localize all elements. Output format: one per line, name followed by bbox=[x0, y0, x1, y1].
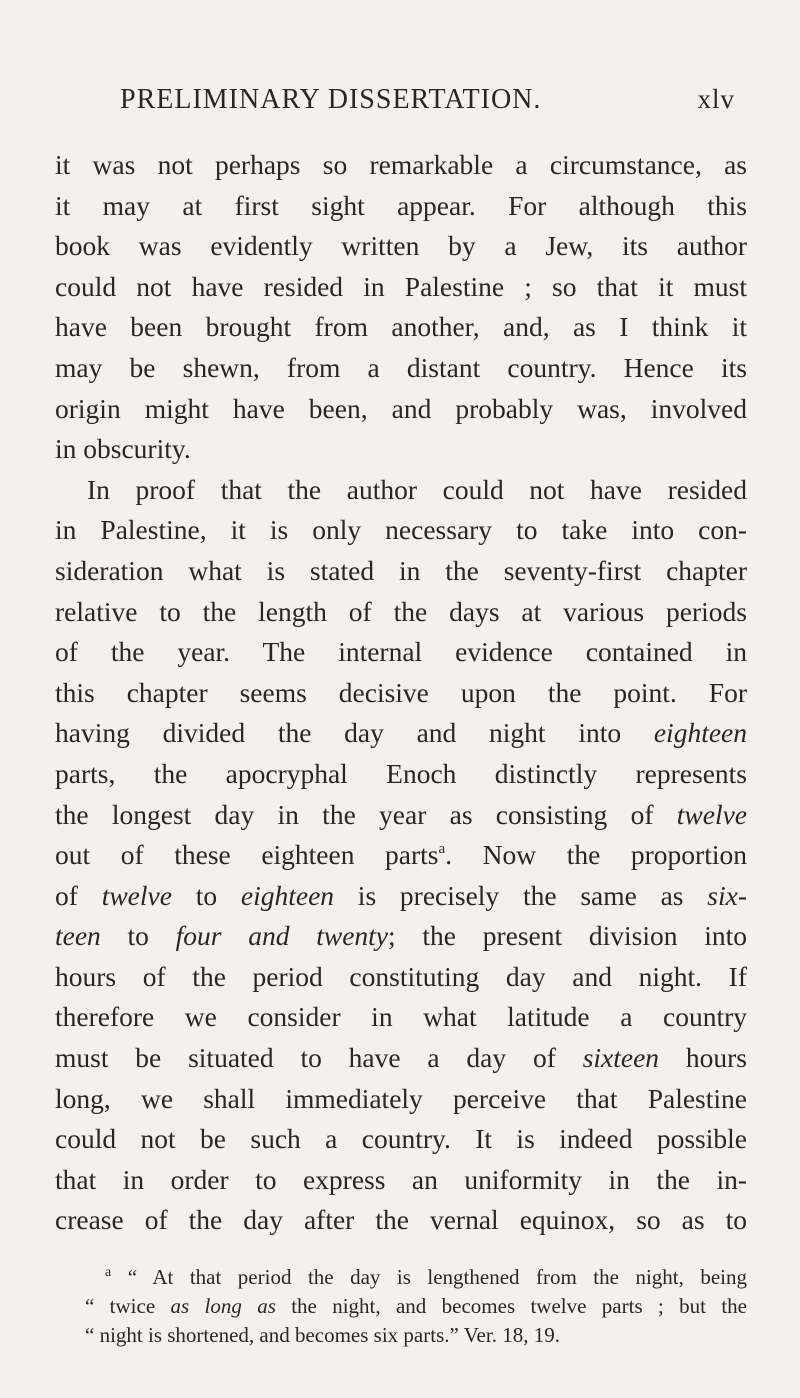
text-line: origin might have been, and probably was, involved bbox=[55, 392, 747, 424]
text-line: hours of the period constituting day and night. If bbox=[55, 960, 747, 992]
text-line bbox=[55, 916, 747, 957]
running-title: PRELIMINARY DISSERTATION. bbox=[120, 84, 542, 115]
italic-text: six- bbox=[707, 879, 747, 911]
text-line: it was not perhaps so remarkable a circumstance, as bbox=[55, 149, 747, 180]
text-run: “ twice bbox=[85, 1294, 171, 1318]
italic-text: four and twenty bbox=[175, 920, 389, 952]
text-line: could not be such a country. It is indeed possible bbox=[55, 1123, 747, 1155]
text-run: having divided the day and night into bbox=[55, 717, 654, 749]
italic-text: twelve bbox=[101, 879, 172, 911]
text-line bbox=[55, 835, 747, 876]
footnote bbox=[85, 1263, 747, 1350]
text-run: ; the present division into bbox=[388, 920, 747, 952]
text-line: long, we shall immediately perceive that Palestine bbox=[55, 1082, 747, 1114]
text-line: in obscurity. bbox=[55, 433, 191, 465]
text-run: out of these eighteen parts bbox=[55, 839, 439, 871]
italic-text: eighteen bbox=[653, 717, 747, 749]
running-head bbox=[0, 84, 800, 124]
italic-text: as long as bbox=[170, 1294, 276, 1318]
italic-text: sixteen bbox=[582, 1042, 660, 1074]
text-line bbox=[55, 713, 747, 754]
footnote-line bbox=[85, 1263, 747, 1292]
text-line: relative to the length of the days at various periods bbox=[55, 595, 747, 627]
text-line: book was evidently written by a Jew, its author bbox=[55, 230, 747, 262]
text-line: parts, the apocryphal Enoch distinctly represents bbox=[55, 757, 747, 789]
text-line: this chapter seems decisive upon the point. For bbox=[55, 676, 747, 708]
footnote-line: “ night is shortened, and becomes six parts.” Ver. 18, 19. bbox=[85, 1323, 560, 1347]
text-line: could not have resided in Palestine ; so that it must bbox=[55, 270, 747, 302]
italic-text: twelve bbox=[676, 798, 747, 830]
text-line bbox=[55, 1038, 747, 1079]
italic-text: eighteen bbox=[240, 879, 335, 911]
text-run: “ At that period the day is lengthened from the night, being bbox=[127, 1265, 747, 1289]
text-line: sideration what is stated in the seventy-first chapter bbox=[55, 554, 747, 586]
page-number: xlv bbox=[697, 84, 735, 114]
text-line: In proof that the author could not have resided bbox=[87, 473, 747, 505]
text-line: may be shewn, from a distant country. Hence its bbox=[55, 351, 747, 383]
text-run: must be situated to have a day of bbox=[55, 1042, 583, 1074]
text-line: of the year. The internal evidence contained in bbox=[55, 636, 747, 668]
text-line: have been brought from another, and, as I think it bbox=[55, 311, 747, 343]
text-run: to bbox=[100, 920, 176, 952]
footnote-line bbox=[85, 1292, 747, 1321]
text-line bbox=[55, 795, 747, 836]
text-run: to bbox=[171, 879, 241, 911]
text-run: the longest day in the year as consisting of bbox=[55, 798, 677, 830]
footnote-reference: a bbox=[438, 841, 446, 858]
text-run: . Now the proportion bbox=[445, 839, 747, 871]
main-text bbox=[55, 145, 747, 1241]
italic-text: teen bbox=[55, 920, 101, 952]
text-run: the night, and becomes twelve parts ; but the bbox=[275, 1294, 747, 1318]
text-line: that in order to express an uniformity in the in- bbox=[55, 1163, 747, 1195]
text-line bbox=[55, 876, 747, 917]
text-run: is precisely the same as bbox=[334, 879, 708, 911]
footnote-mark: a bbox=[105, 1265, 112, 1280]
text-line: it may at first sight appear. For although this bbox=[55, 189, 747, 221]
text-line: crease of the day after the vernal equinox, so as to bbox=[55, 1204, 747, 1236]
text-line: in Palestine, it is only necessary to take into con- bbox=[55, 514, 747, 546]
text-run: hours bbox=[659, 1042, 747, 1074]
text-line: therefore we consider in what latitude a country bbox=[55, 1001, 747, 1033]
text-run: of bbox=[55, 879, 102, 911]
